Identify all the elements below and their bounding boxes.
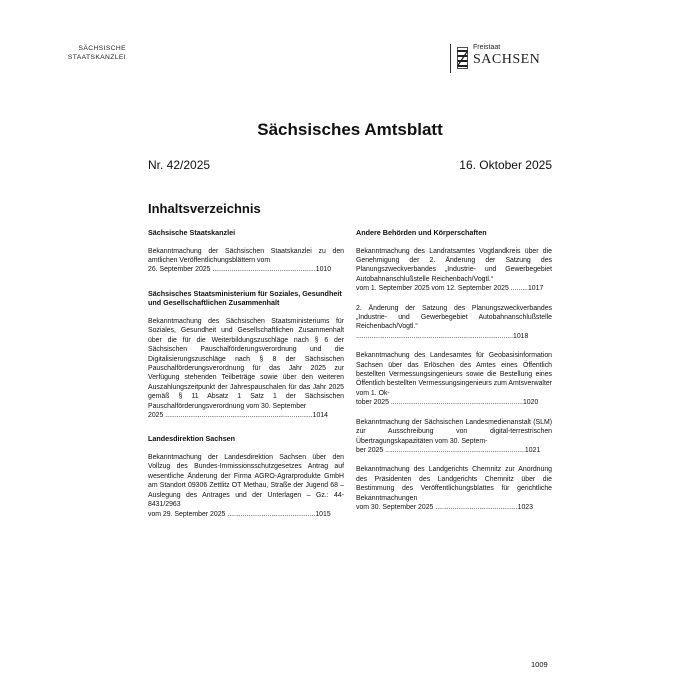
toc-section [148,434,344,518]
toc-entry[interactable] [356,304,552,342]
toc-entry-page-ref: tober 2025 .....................................................................1020 [356,399,539,407]
issue-number: Nr. 42/2025 [148,158,211,172]
toc-column-right [356,228,552,526]
brand-small: Freistaat [473,44,501,51]
toc-section-heading: Sächsisches Staatsministerium für Soziales, Gesundheit und Gesellschaftlichen Zusammenhalt [148,288,342,308]
authority-line-2: STAATSKANZLEI [67,54,126,61]
toc-entry[interactable] [148,317,344,420]
toc-section-heading: Sächsische Staatskanzlei [148,228,236,237]
toc-entry-page-ref: 26. September 2025 ......................................................1010 [148,266,332,274]
toc-section-heading: Landesdirektion Sachsen [148,434,236,444]
toc-entry-text: Bekanntmachung des Landgerichts Chemnitz zur Anordnung des Präsidenten des Landgerichts Chemnitz über die Bestimmung des Veröffentlichungsblattes für gerichtliche Bekanntmachungen [356,466,552,502]
toc-entry-text: Bekanntmachung des Sächsischen Staatsministeriums für Soziales, Gesundheit und Gesellschaftlichen Zusammenhalt über die für die Weiterbildungszuschläge nach § 6 der Sächsischen Pauschalförderungsverordnung und die Digitalisierungszuschläge nach § 8 der Sächsischen Pauschalförderungsverordnung für das Jahr 2025 zur Verfügung stehenden Teilbeträge sowie über den weiteren Auszahlungszeitpunkt der Jahrespauschalen für das Jahr 2025 gemäß § 11 Absatz 1 Satz 1 der Sächsischen Pauschalförderungsverordnung vom 30. September [148,318,344,410]
brand-wordmark [473,43,540,68]
toc-entry-page-ref: ..................................................................................1018 [356,332,529,340]
toc-entry[interactable] [356,465,552,512]
toc-entry[interactable] [148,247,344,275]
toc-entry-text: Bekanntmachung des Landesamtes für Geobasisinformation Sachsen über das Erlöschen des Amtes eines Öffentlich bestellten Vermessungsingenieurs sowie die Bestellung eines Öffentlich bestellten Vermessungsingenieurs zum Amtsverwalter vom 1. Ok- [356,352,552,397]
authority-line-1: SÄCHSISCHE [78,45,126,52]
toc-entry-page-ref: vom 30. September 2025 ...........................................1023 [356,503,533,511]
toc-entry-page-ref: 2025 .............................................................................1014 [148,412,328,420]
toc-entry-text: Bekanntmachung der Landesdirektion Sachsen über den Vollzug des Bundes-Immissionsschutzgesetzes Antrag auf wesentliche Änderung der Firma AGRO-Agrarprodukte GmbH am Standort 09306 Zettlitz OT Methau, Straße der Jugend 68 – Auslegung des Antrages und der Unterlagen – Gz.: 44-8431/2963 [148,454,344,509]
toc-section [148,228,344,275]
brand-big: SACHSEN [473,52,541,67]
toc-entry-text: Bekanntmachung der Sächsischen Staatskanzlei zu den amtlichen Veröffentlichungsblättern vom [148,247,344,264]
document-title: Sächsisches Amtsblatt [257,120,443,139]
toc-entry-page-ref: ber 2025 .........................................................................1021 [356,446,541,454]
toc-title: Inhaltsverzeichnis [148,201,261,216]
toc-entry-text: Bekanntmachung des Landratsamtes Vogtlandkreis über die Genehmigung der 2. Änderung der Satzung des Planungszweckverbandes „Industrie- und Gewerbegebiet Autobahnanschlußstelle Reichenbach/Vogtl.“ [356,247,552,283]
toc-entry[interactable] [148,453,344,519]
authority-name [68,44,126,62]
toc-entry-text: Bekanntmachung der Sächsischen Landesmedienanstalt (SLM) zur Ausschreibung von digital-terrestrischen Übertragungskapazitäten vom 30. Septem- [356,418,552,445]
page-number: 1009 [531,660,548,669]
issue-date: 16. Oktober 2025 [459,158,552,172]
toc-section [148,289,344,421]
saxony-crest-icon [457,47,468,69]
toc-entry-text: 2. Änderung der Satzung des Planungszweckverbandes „Industrie- und Gewerbegebiet Autobahnanschlußstelle Reichenbach/Vogtl.“ [356,304,552,331]
toc-column-left [148,228,344,533]
logo-divider [450,44,451,73]
toc-entry[interactable] [356,418,552,456]
toc-section-heading: Andere Behörden und Körperschaften [356,228,487,237]
toc-entry[interactable] [356,351,552,407]
toc-section [356,228,552,512]
toc-entry-page-ref: vom 1. September 2025 vom 12. September 2025 .........1017 [356,285,544,293]
toc-entry-page-ref: vom 29. September 2025 ..............................................1015 [148,510,331,518]
toc-entry[interactable] [356,247,552,294]
